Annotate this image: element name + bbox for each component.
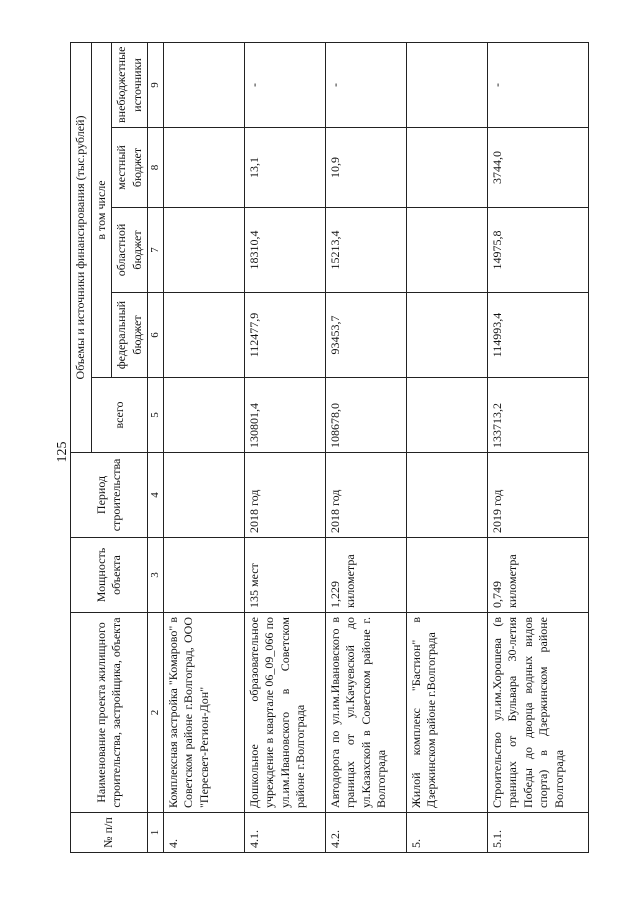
row-period: 2018 год (244, 453, 325, 538)
header-federal: федеральный бюджет (112, 293, 148, 378)
row-total: 133713,2 (487, 378, 588, 453)
row-regional (406, 208, 487, 293)
row-offbudget (163, 42, 244, 127)
row-local: 3744,0 (487, 128, 588, 208)
row-federal (163, 293, 244, 378)
row-capacity (406, 538, 487, 613)
table-row (325, 42, 406, 852)
row-capacity: 0,749 километра (487, 538, 588, 613)
col-number: 5 (148, 378, 163, 453)
col-number: 8 (148, 128, 163, 208)
row-capacity: 1,229 километра (325, 538, 406, 613)
row-offbudget: - (325, 42, 406, 127)
row-period: 2019 год (487, 453, 588, 538)
row-local (163, 128, 244, 208)
row-offbudget: - (487, 42, 588, 127)
table-row (406, 42, 487, 852)
col-number: 2 (148, 613, 163, 813)
col-number: 3 (148, 538, 163, 613)
row-num: 5. (406, 813, 487, 853)
row-total: 108678,0 (325, 378, 406, 453)
row-offbudget: - (244, 42, 325, 127)
row-total (163, 378, 244, 453)
row-regional: 15213,4 (325, 208, 406, 293)
row-period (163, 453, 244, 538)
row-federal: 114993,4 (487, 293, 588, 378)
row-local: 10,9 (325, 128, 406, 208)
row-local: 13,1 (244, 128, 325, 208)
row-capacity (163, 538, 244, 613)
col-number: 6 (148, 293, 163, 378)
table-row (163, 42, 244, 852)
row-num: 5.1. (487, 813, 588, 853)
col-number: 7 (148, 208, 163, 293)
header-volumes: Объемы и источники финансирования (тыс.рублей) (71, 42, 92, 452)
col-number: 4 (148, 453, 163, 538)
row-regional: 14975,8 (487, 208, 588, 293)
rotated-page (70, 43, 567, 853)
row-total: 130801,4 (244, 378, 325, 453)
row-num: 4.1. (244, 813, 325, 853)
row-period (406, 453, 487, 538)
row-num: 4.2. (325, 813, 406, 853)
row-name: Дошкольное образовательное учреждение в квартале 06_09_066 по ул.им.Ивановского в Советском районе г.Волгограда (244, 613, 325, 813)
header-including: в том числе (91, 42, 112, 377)
header-period: Период строительства (71, 453, 148, 538)
row-name: Жилой комплекс "Бастион" в Дзержинском районе г.Волгограда (406, 613, 487, 813)
row-name: Комплексная застройка "Комарово" в Советском районе г.Волгоград, ООО "Пересвет-Регион-Дон" (163, 613, 244, 813)
financing-table (70, 42, 589, 853)
header-regional: областной бюджет (112, 208, 148, 293)
col-number: 1 (148, 813, 163, 853)
header-offbudget: внебюджетные источники (112, 42, 148, 127)
header-capacity: Мощность объекта (71, 538, 148, 613)
row-name: Строительство ул.им.Хорошева (в границах от Бульвара 30-летия Победы до дворца водных видов спорта) в Дзержинском районе Волгограда (487, 613, 588, 813)
row-federal: 93453,7 (325, 293, 406, 378)
row-federal: 112477,9 (244, 293, 325, 378)
header-num: № п/п (71, 813, 148, 853)
row-name: Автодорога по ул.им.Ивановского в границах от ул.Качуевской до ул.Казахской в Советском районе г. Волгограда (325, 613, 406, 813)
row-local (406, 128, 487, 208)
table-row (244, 42, 325, 852)
table-row (487, 42, 588, 852)
row-period: 2018 год (325, 453, 406, 538)
row-num: 4. (163, 813, 244, 853)
col-number: 9 (148, 42, 163, 127)
row-offbudget (406, 42, 487, 127)
header-local: местный бюджет (112, 128, 148, 208)
row-total (406, 378, 487, 453)
header-total: всего (91, 378, 148, 453)
row-federal (406, 293, 487, 378)
row-regional: 18310,4 (244, 208, 325, 293)
header-name: Наименование проекта жилищного строительства, застройщика, объекта (71, 613, 148, 813)
row-capacity: 135 мест (244, 538, 325, 613)
row-regional (163, 208, 244, 293)
page-number: 125 (55, 441, 70, 463)
